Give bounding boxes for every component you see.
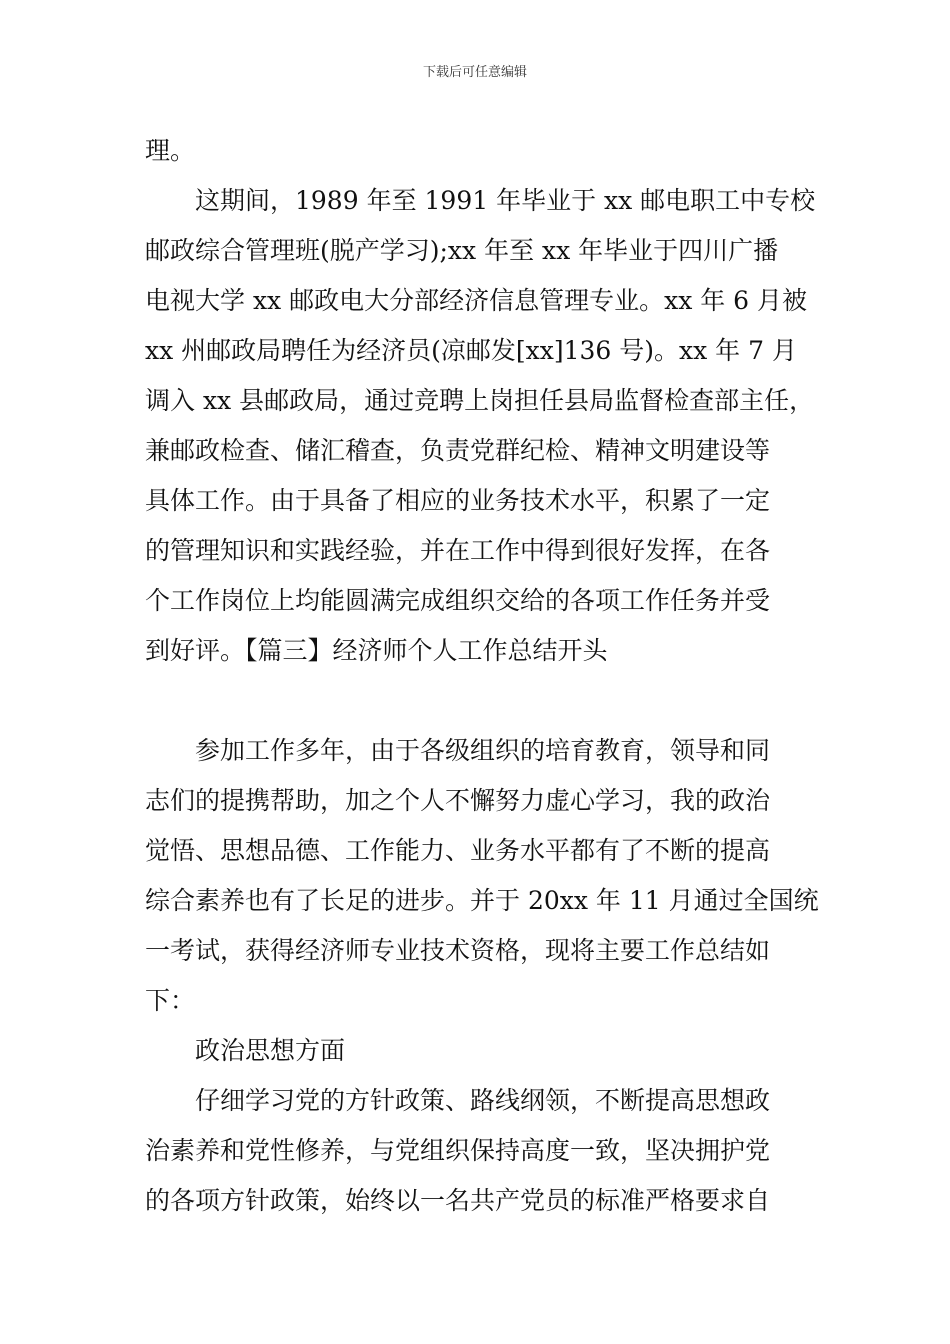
text-line: 调入 xx 县邮政局，通过竞聘上岗担任县局监督检查部主任， bbox=[145, 386, 815, 415]
text-line: xx 州邮政局聘任为经济员(凉邮发[xx]136 号)。xx 年 7 月 bbox=[145, 336, 797, 365]
text-line: 下： bbox=[145, 986, 196, 1015]
text-line: 参加工作多年，由于各级组织的培育教育，领导和同 bbox=[195, 736, 771, 765]
text-line: 兼邮政检查、储汇稽查，负责党群纪检、精神文明建设等 bbox=[145, 436, 771, 465]
section-heading: 政治思想方面 bbox=[195, 1036, 346, 1065]
text-line: 电视大学 xx 邮政电大分部经济信息管理专业。xx 年 6 月被 bbox=[145, 286, 808, 315]
paragraph-continuation bbox=[145, 126, 817, 176]
text-line: 综合素养也有了长足的进步。并于 20xx 年 11 月通过全国统 bbox=[145, 886, 819, 915]
text-line: 到好评。【篇三】经济师个人工作总结开头 bbox=[145, 636, 608, 665]
text-line: 具体工作。由于具备了相应的业务技术水平，积累了一定 bbox=[145, 486, 771, 515]
text-line: 仔细学习党的方针政策、路线纲领，不断提高思想政 bbox=[195, 1086, 771, 1115]
text-line: 这期间，1989 年至 1991 年毕业于 xx 邮电职工中专校 bbox=[195, 186, 816, 215]
text-line: 的各项方针政策，始终以一名共产党员的标准严格要求自 bbox=[145, 1186, 771, 1215]
document-body bbox=[145, 126, 817, 1226]
page-header: 下载后可任意编辑 bbox=[422, 65, 527, 80]
text-line: 的管理知识和实践经验，并在工作中得到很好发挥，在各 bbox=[145, 536, 771, 565]
text-line: 个工作岗位上均能圆满完成组织交给的各项工作任务并受 bbox=[145, 586, 771, 615]
text-line: 理。 bbox=[145, 136, 196, 165]
paragraph-introduction bbox=[145, 726, 817, 1026]
paragraph-career-history bbox=[145, 176, 817, 676]
text-line: 邮政综合管理班(脱产学习);xx 年至 xx 年毕业于四川广播 bbox=[145, 236, 779, 265]
text-line: 一考试，获得经济师专业技术资格，现将主要工作总结如 bbox=[145, 936, 771, 965]
paragraph-political-thought bbox=[145, 1076, 817, 1226]
text-line: 志们的提携帮助，加之个人不懈努力虚心学习，我的政治 bbox=[145, 786, 771, 815]
paragraph-spacer bbox=[145, 676, 817, 726]
text-line: 治素养和党性修养，与党组织保持高度一致，坚决拥护党 bbox=[145, 1136, 771, 1165]
text-line: 觉悟、思想品德、工作能力、业务水平都有了不断的提高 bbox=[145, 836, 771, 865]
